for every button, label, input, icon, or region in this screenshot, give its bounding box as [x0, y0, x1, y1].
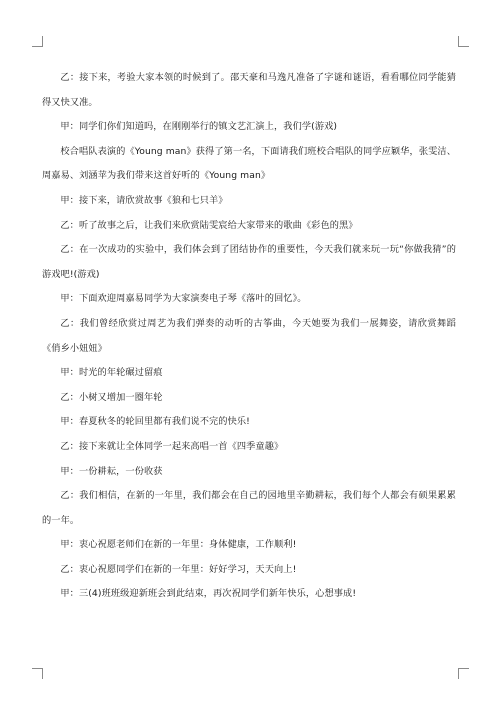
crop-mark-top-right [458, 36, 469, 47]
paragraph: 甲：三(4)班班级迎新班会到此结束，再次祝同学们新年快乐，心想事成! [60, 588, 357, 600]
paragraph: 乙：小树又增加一圈年轮 [60, 391, 163, 403]
crop-mark-bottom-right [458, 668, 469, 679]
paragraph: 乙：接下来，考验大家本领的时候到了。邵天豪和马逸凡准备了字谜和谜语，看看哪位同学能猜得又快又准。 [42, 72, 456, 108]
paragraph: 乙：我们相信，在新的一年里，我们都会在自己的园地里辛勤耕耘，我们每个人都会有硕果累累的一年。 [42, 490, 456, 526]
paragraph: 甲：春夏秋冬的轮回里都有我们说不完的快乐! [60, 416, 250, 428]
crop-mark-top-left [32, 36, 43, 47]
paragraph: 校合唱队表演的《Young man》获得了第一名，下面请我们班校合唱队的同学应颖华，张雯洁、周嘉易、刘涵苹为我们带来这首好听的《Young man》 [42, 145, 456, 182]
paragraph: 甲：衷心祝愿老师们在新的一年里：身体健康，工作顺利! [60, 539, 297, 551]
paragraph: 甲：同学们你们知道吗，在刚刚举行的镇文艺汇演上，我们学(游戏) [60, 121, 338, 133]
paragraph: 甲：时光的年轮碾过留痕 [60, 367, 163, 379]
paragraph: 甲：接下来，请欣赏故事《狼和七只羊》 [60, 194, 228, 206]
paragraph: 乙：听了故事之后，让我们来欣赏陆雯宸给大家带来的歌曲《彩色的黑》 [60, 219, 358, 231]
paragraph: 甲：一份耕耘，一份收获 [60, 465, 163, 477]
document-body [42, 66, 456, 607]
paragraph: 乙：衷心祝愿同学们在新的一年里：好好学习，天天向上! [60, 563, 297, 575]
crop-mark-bottom-left [32, 668, 43, 679]
paragraph: 甲：下面欢迎周嘉易同学为大家演奏电子琴《落叶的回忆》。 [60, 293, 307, 305]
paragraph: 乙：在一次成功的实验中，我们体会到了团结协作的重要性，今天我们就来玩一玩“你做我猜”的游戏吧!(游戏) [42, 244, 456, 280]
paragraph: 乙：我们曾经欣赏过周艺为我们弹奏的动听的古筝曲，今天她要为我们一展舞姿，请欣赏舞蹈《俏乡小妞妞》 [42, 317, 456, 354]
paragraph: 乙：接下来就让全体同学一起来高唱一首《四季童趣》 [60, 440, 284, 452]
